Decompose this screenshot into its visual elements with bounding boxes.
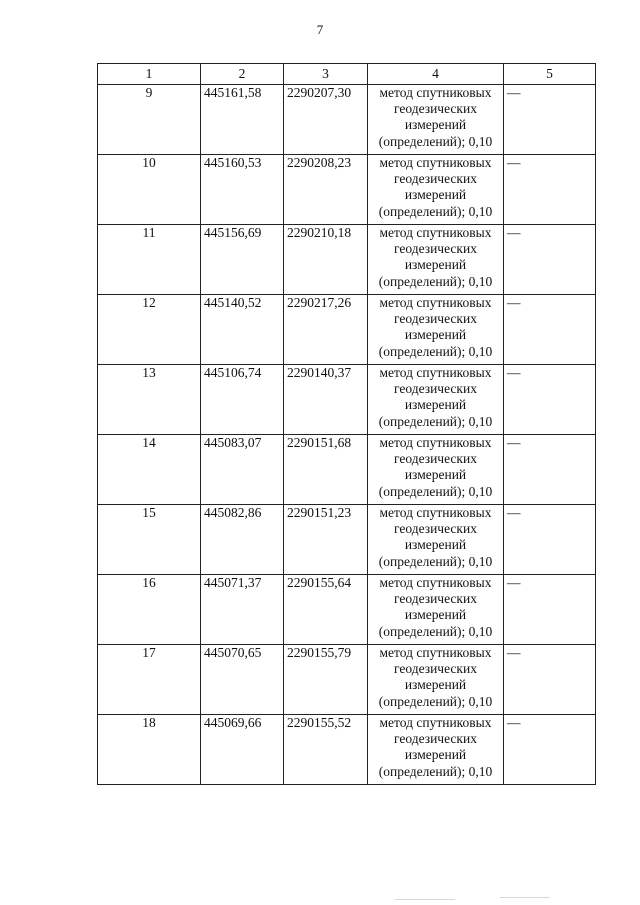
- point-number-cell: 15: [98, 505, 201, 575]
- y-coordinate-cell: 2290207,30: [284, 85, 368, 155]
- method-cell: метод спутниковых геодезических измерений (определений); 0,10: [368, 715, 504, 785]
- x-coordinate-cell: 445160,53: [201, 155, 284, 225]
- table-row: [98, 715, 596, 785]
- x-coordinate-cell: 445106,74: [201, 365, 284, 435]
- column-header: 5: [504, 64, 596, 85]
- method-cell: метод спутниковых геодезических измерений (определений); 0,10: [368, 225, 504, 295]
- method-cell: метод спутниковых геодезических измерений (определений); 0,10: [368, 295, 504, 365]
- y-coordinate-cell: 2290208,23: [284, 155, 368, 225]
- method-cell: метод спутниковых геодезических измерений (определений); 0,10: [368, 505, 504, 575]
- note-cell: —: [504, 365, 596, 435]
- page-number: 7: [316, 22, 324, 37]
- note-cell: —: [504, 295, 596, 365]
- note-cell: —: [504, 505, 596, 575]
- point-number-cell: 17: [98, 645, 201, 715]
- x-coordinate-cell: 445156,69: [201, 225, 284, 295]
- x-coordinate-cell: 445070,65: [201, 645, 284, 715]
- table-row: [98, 225, 596, 295]
- table-header-row: [98, 64, 596, 85]
- point-number-cell: 10: [98, 155, 201, 225]
- method-cell: метод спутниковых геодезических измерений (определений); 0,10: [368, 575, 504, 645]
- scan-mark: [395, 899, 455, 900]
- table-row: [98, 645, 596, 715]
- table-row: [98, 155, 596, 225]
- point-number-cell: 16: [98, 575, 201, 645]
- point-number-cell: 18: [98, 715, 201, 785]
- method-cell: метод спутниковых геодезических измерений (определений); 0,10: [368, 645, 504, 715]
- note-cell: —: [504, 645, 596, 715]
- y-coordinate-cell: 2290217,26: [284, 295, 368, 365]
- y-coordinate-cell: 2290210,18: [284, 225, 368, 295]
- y-coordinate-cell: 2290151,23: [284, 505, 368, 575]
- coordinates-table: [97, 63, 596, 785]
- note-cell: —: [504, 435, 596, 505]
- y-coordinate-cell: 2290155,79: [284, 645, 368, 715]
- method-cell: метод спутниковых геодезических измерений (определений); 0,10: [368, 435, 504, 505]
- note-cell: —: [504, 575, 596, 645]
- note-cell: —: [504, 155, 596, 225]
- y-coordinate-cell: 2290155,64: [284, 575, 368, 645]
- y-coordinate-cell: 2290151,68: [284, 435, 368, 505]
- x-coordinate-cell: 445140,52: [201, 295, 284, 365]
- point-number-cell: 14: [98, 435, 201, 505]
- column-header: 3: [284, 64, 368, 85]
- y-coordinate-cell: 2290155,52: [284, 715, 368, 785]
- column-header: 2: [201, 64, 284, 85]
- table-body: [98, 85, 596, 785]
- note-cell: —: [504, 85, 596, 155]
- table-row: [98, 85, 596, 155]
- column-header: 1: [98, 64, 201, 85]
- method-cell: метод спутниковых геодезических измерений (определений); 0,10: [368, 155, 504, 225]
- table-row: [98, 505, 596, 575]
- column-header: 4: [368, 64, 504, 85]
- point-number-cell: 12: [98, 295, 201, 365]
- x-coordinate-cell: 445161,58: [201, 85, 284, 155]
- note-cell: —: [504, 225, 596, 295]
- x-coordinate-cell: 445071,37: [201, 575, 284, 645]
- x-coordinate-cell: 445083,07: [201, 435, 284, 505]
- table-row: [98, 295, 596, 365]
- table-row: [98, 365, 596, 435]
- point-number-cell: 13: [98, 365, 201, 435]
- point-number-cell: 11: [98, 225, 201, 295]
- x-coordinate-cell: 445082,86: [201, 505, 284, 575]
- x-coordinate-cell: 445069,66: [201, 715, 284, 785]
- table-row: [98, 575, 596, 645]
- point-number-cell: 9: [98, 85, 201, 155]
- method-cell: метод спутниковых геодезических измерений (определений); 0,10: [368, 85, 504, 155]
- note-cell: —: [504, 715, 596, 785]
- y-coordinate-cell: 2290140,37: [284, 365, 368, 435]
- table-row: [98, 435, 596, 505]
- method-cell: метод спутниковых геодезических измерений (определений); 0,10: [368, 365, 504, 435]
- scan-mark: [500, 897, 550, 898]
